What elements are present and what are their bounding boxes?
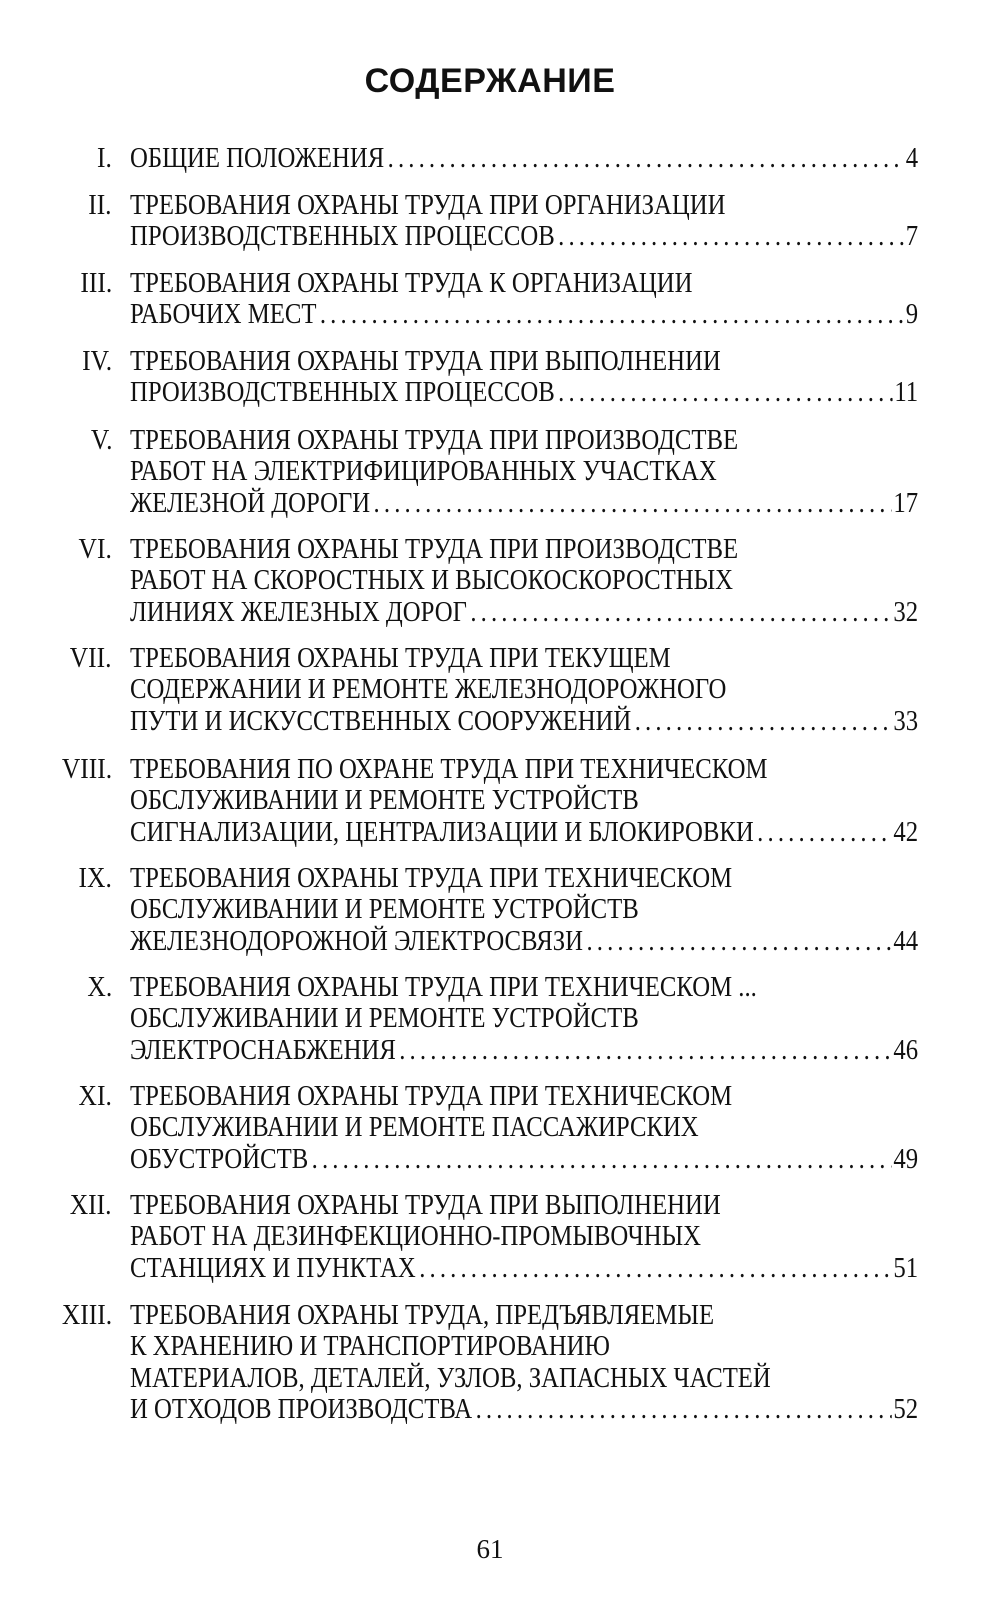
entry-title [130, 1190, 918, 1284]
section-numeral: VI. [78, 533, 112, 565]
entry-title-line [130, 534, 918, 565]
entry-text: ОБСЛУЖИВАНИИ И РЕМОНТЕ УСТРОЙСТВ [130, 1002, 639, 1035]
entry-title [130, 863, 918, 957]
dot-leader [555, 221, 904, 252]
entry-text: ЖЕЛЕЗНОДОРОЖНОЙ ЭЛЕКТРОСВЯЗИ [130, 924, 584, 957]
entry-title-line [130, 972, 918, 1003]
entry-text: ОБСЛУЖИВАНИИ И РЕМОНТЕ УСТРОЙСТВ [130, 784, 639, 817]
entry-title-line [130, 1221, 918, 1252]
entry-text: ОБЩИЕ ПОЛОЖЕНИЯ [130, 142, 385, 174]
entry-text: ТРЕБОВАНИЯ ОХРАНЫ ТРУДА ПРИ ТЕХНИЧЕСКОМ [130, 862, 733, 894]
entry-text: СТАНЦИЯХ И ПУНКТАХ [130, 1251, 416, 1284]
entry-text: ОБСЛУЖИВАНИИ И РЕМОНТЕ УСТРОЙСТВ [130, 893, 639, 926]
entry-title [130, 1081, 918, 1175]
entry-text: РАБОТ НА СКОРОСТНЫХ И ВЫСОКОСКОРОСТНЫХ [130, 564, 734, 597]
entry-title [130, 143, 918, 174]
entry-title [130, 754, 918, 848]
entry-text: К ХРАНЕНИЮ И ТРАНСПОРТИРОВАНИЮ [130, 1330, 610, 1363]
entry-title-line [130, 926, 918, 957]
page-reference: 42 [893, 815, 919, 848]
page-reference: 46 [893, 1033, 919, 1066]
entry-text: И ОТХОДОВ ПРОИЗВОДСТВА [130, 1392, 473, 1425]
entry-title-line [130, 706, 918, 737]
entry-text: ПРОИЗВОДСТВЕННЫХ ПРОЦЕССОВ [130, 220, 555, 253]
entry-title-line [130, 1190, 918, 1221]
entry-text: СИГНАЛИЗАЦИИ, ЦЕНТРАЛИЗАЦИИ И БЛОКИРОВКИ [130, 815, 754, 848]
entry-title-line [130, 488, 918, 519]
entry-title-line [130, 299, 918, 330]
page-title: СОДЕРЖАНИЕ [364, 62, 616, 100]
entry-title-line [130, 1035, 918, 1066]
dot-leader [555, 377, 893, 408]
dot-leader [472, 1394, 892, 1425]
section-numeral: III. [80, 267, 112, 299]
entry-title-line [130, 1300, 918, 1331]
dot-leader [370, 488, 892, 519]
section-numeral: IV. [81, 345, 112, 377]
entry-text: МАТЕРИАЛОВ, ДЕТАЛЕЙ, УЗЛОВ, ЗАПАСНЫХ ЧАСТЕЙ [130, 1361, 771, 1394]
entry-title-line [130, 143, 918, 174]
page-reference: 44 [893, 924, 919, 957]
entry-title-line [130, 1081, 918, 1112]
entry-text: ТРЕБОВАНИЯ ОХРАНЫ ТРУДА ПРИ ПРОИЗВОДСТВЕ [130, 424, 739, 456]
entry-title-line [130, 221, 918, 252]
dot-leader [754, 817, 892, 848]
section-numeral: II. [88, 189, 112, 221]
entry-title-line [130, 456, 918, 487]
section-numeral: I. [97, 142, 112, 174]
entry-text: ЭЛЕКТРОСНАБЖЕНИЯ [130, 1033, 396, 1066]
entry-title-line [130, 346, 918, 377]
entry-title-line [130, 597, 918, 628]
entry-title-line [130, 1394, 918, 1425]
entry-text: ОБУСТРОЙСТВ [130, 1142, 309, 1175]
page-reference: 7 [905, 220, 919, 253]
entry-title-line [130, 674, 918, 705]
section-numeral: V. [90, 424, 112, 456]
entry-text: ТРЕБОВАНИЯ ОХРАНЫ ТРУДА, ПРЕДЪЯВЛЯЕМЫЕ [130, 1299, 715, 1331]
entry-text: СОДЕРЖАНИИ И РЕМОНТЕ ЖЕЛЕЗНОДОРОЖНОГО [130, 673, 727, 706]
section-numeral: XI. [78, 1080, 112, 1112]
entry-text: ТРЕБОВАНИЯ ОХРАНЫ ТРУДА ПРИ ТЕХНИЧЕСКОМ [130, 1080, 733, 1112]
entry-title-line [130, 268, 918, 299]
entry-title-line [130, 425, 918, 456]
entry-title-line [130, 190, 918, 221]
entry-text: ЖЕЛЕЗНОЙ ДОРОГИ [130, 486, 371, 519]
entry-text: РАБОТ НА ЭЛЕКТРИФИЦИРОВАННЫХ УЧАСТКАХ [130, 455, 717, 488]
page-reference: 52 [893, 1392, 919, 1425]
entry-title [130, 1300, 918, 1425]
page-reference: 32 [893, 595, 919, 628]
entry-title [130, 972, 918, 1066]
section-numeral: IX. [78, 862, 112, 894]
entry-text: ТРЕБОВАНИЯ ОХРАНЫ ТРУДА ПРИ ТЕКУЩЕМ [130, 642, 671, 674]
entry-title-line [130, 1363, 918, 1394]
section-numeral: X. [87, 971, 112, 1003]
section-numeral: XII. [70, 1189, 112, 1221]
entry-text: ТРЕБОВАНИЯ ОХРАНЫ ТРУДА ПРИ ВЫПОЛНЕНИИ [130, 1189, 721, 1221]
entry-title-line [130, 1003, 918, 1034]
entry-text: ТРЕБОВАНИЯ ОХРАНЫ ТРУДА К ОРГАНИЗАЦИИ [130, 267, 693, 299]
entry-title [130, 534, 918, 628]
dot-leader [631, 706, 891, 737]
entry-title-line [130, 785, 918, 816]
entry-title-line [130, 1331, 918, 1362]
page-reference: 17 [893, 486, 919, 519]
entry-text: ТРЕБОВАНИЯ ОХРАНЫ ТРУДА ПРИ ПРОИЗВОДСТВЕ [130, 533, 739, 565]
section-numeral: XIII. [61, 1299, 112, 1331]
section-numeral: VII. [70, 642, 112, 674]
entry-title [130, 190, 918, 253]
dot-leader [384, 143, 904, 174]
entry-text: РАБОТ НА ДЕЗИНФЕКЦИОННО-ПРОМЫВОЧНЫХ [130, 1220, 702, 1253]
dot-leader [467, 597, 892, 628]
dot-leader [396, 1035, 892, 1066]
page-reference: 11 [894, 376, 919, 409]
page-reference: 51 [893, 1251, 919, 1284]
entry-title-line [130, 377, 918, 408]
entry-title [130, 346, 918, 409]
entry-title-line [130, 643, 918, 674]
entry-title-line [130, 565, 918, 596]
entry-title-line [130, 1144, 918, 1175]
entry-text: ТРЕБОВАНИЯ ПО ОХРАНЕ ТРУДА ПРИ ТЕХНИЧЕСКОМ [130, 753, 768, 785]
dot-leader [583, 926, 892, 957]
entry-title-line [130, 894, 918, 925]
entry-text: ТРЕБОВАНИЯ ОХРАНЫ ТРУДА ПРИ ОРГАНИЗАЦИИ [130, 189, 726, 221]
dot-leader [316, 299, 904, 330]
entry-title [130, 268, 918, 331]
entry-text: ТРЕБОВАНИЯ ОХРАНЫ ТРУДА ПРИ ВЫПОЛНЕНИИ [130, 345, 721, 377]
section-numeral: VIII. [61, 753, 112, 785]
page-reference: 33 [893, 704, 919, 737]
dot-leader [416, 1253, 892, 1284]
entry-title-line [130, 1112, 918, 1143]
entry-text: ПРОИЗВОДСТВЕННЫХ ПРОЦЕССОВ [130, 376, 555, 409]
page-number: 61 [476, 1534, 504, 1564]
entry-text: РАБОЧИХ МЕСТ [130, 298, 317, 331]
entry-text: ОБСЛУЖИВАНИИ И РЕМОНТЕ ПАССАЖИРСКИХ [130, 1111, 699, 1144]
entry-text: ТРЕБОВАНИЯ ОХРАНЫ ТРУДА ПРИ ТЕХНИЧЕСКОМ ... [130, 971, 757, 1003]
entry-text: ЛИНИЯХ ЖЕЛЕЗНЫХ ДОРОГ [130, 595, 467, 628]
entry-text: ПУТИ И ИСКУССТВЕННЫХ СООРУЖЕНИЙ [130, 704, 632, 737]
entry-title [130, 425, 918, 519]
page-reference: 9 [905, 298, 919, 331]
dot-leader [308, 1144, 892, 1175]
page-reference: 49 [893, 1142, 919, 1175]
entry-title-line [130, 863, 918, 894]
entry-title-line [130, 817, 918, 848]
entry-title-line [130, 1253, 918, 1284]
entry-title [130, 643, 918, 737]
page-reference: 4 [905, 142, 919, 174]
entry-title-line [130, 754, 918, 785]
